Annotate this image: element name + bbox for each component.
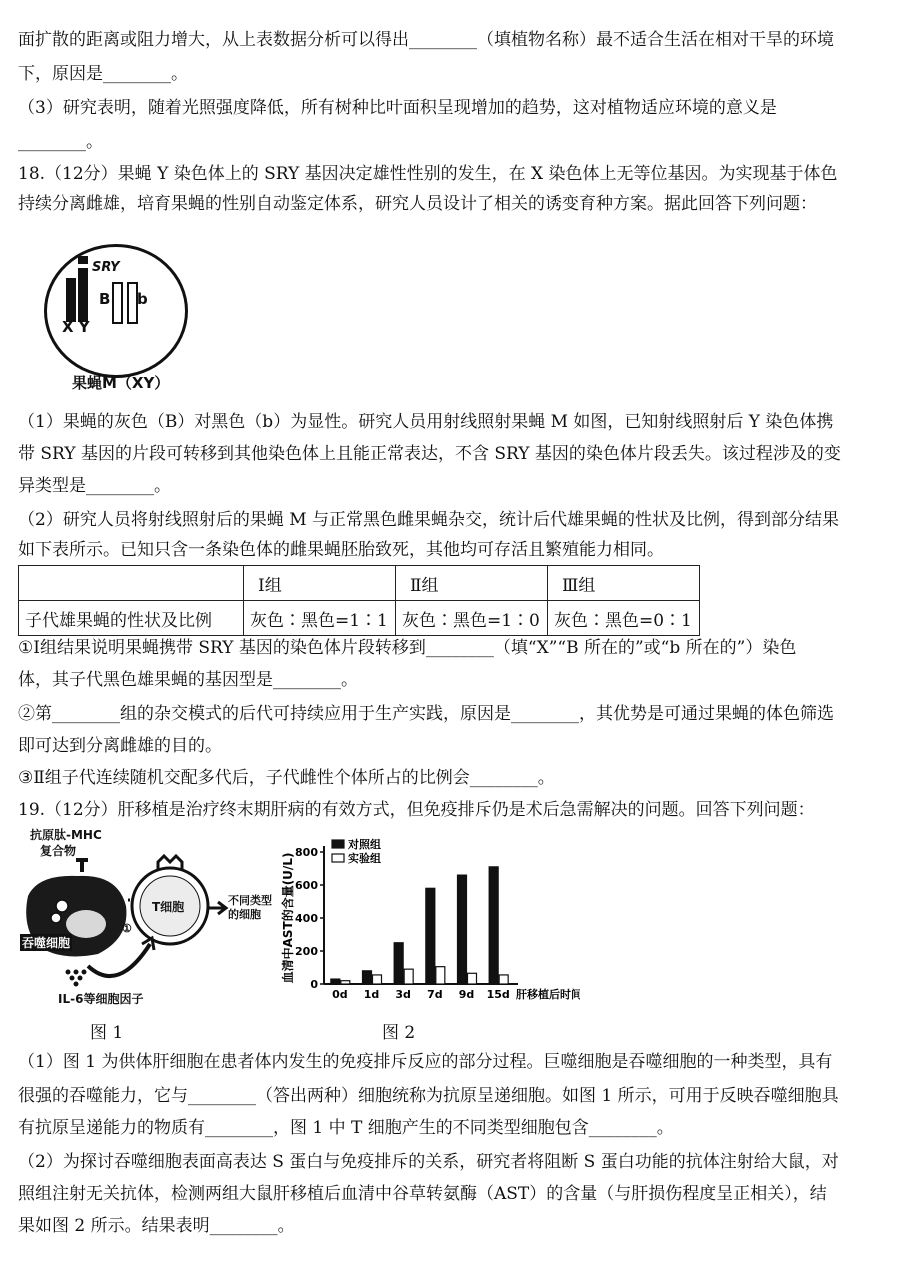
- table-cell: 灰色∶黑色=1∶0: [396, 601, 548, 636]
- figure-1: [18, 826, 280, 1016]
- bar-control: [331, 979, 340, 984]
- bar-control: [458, 875, 467, 984]
- x-tick-label: 15d: [486, 988, 510, 1001]
- b-lower-label: b: [137, 290, 148, 308]
- bar-control: [363, 971, 372, 984]
- bar-experimental: [499, 975, 508, 984]
- results-table: [18, 565, 700, 636]
- text-line: （2）为探讨吞噬细胞表面高表达 S 蛋白与免疫排斥的关系，研究者将阻断 S 蛋白功能的抗体注射给大鼠，对: [18, 1152, 839, 1172]
- x-axis-label: 肝移植后时间: [516, 988, 580, 1001]
- macrophage-label: 吞噬细胞: [22, 936, 71, 950]
- mhc-receptor: [76, 860, 88, 872]
- complex-label: 复合物: [40, 844, 77, 858]
- x-chromosome: [66, 278, 76, 322]
- bar-control: [489, 867, 498, 984]
- b-chromosome-1: [112, 282, 123, 324]
- text-line: （2）研究人员将射线照射后的果蝇 M 与正常黑色雌果蝇杂交，统计后代雄果蝇的性状及比例，得到部分结果: [18, 510, 840, 530]
- vesicle: [56, 900, 68, 912]
- vesicle: [51, 913, 61, 923]
- diff-cells-label-1: 不同类型: [228, 894, 272, 907]
- mhc-label: 抗原肽-MHC: [30, 828, 102, 842]
- bar-chart: [280, 834, 580, 1016]
- text-line: 有抗原呈递能力的物质有________，图 1 中 T 细胞产生的不同类型细胞包含________。: [18, 1118, 674, 1138]
- bar-experimental: [404, 969, 413, 984]
- legend-swatch: [332, 854, 344, 862]
- x-tick-label: 9d: [458, 988, 475, 1001]
- text-line: 下，原因是________。: [18, 64, 188, 84]
- legend-swatch: [332, 840, 344, 848]
- text-line: 即可达到分离雌雄的目的。: [18, 736, 222, 756]
- legend-label: 对照组: [348, 838, 381, 851]
- text-line: ________。: [18, 132, 103, 152]
- t-cell-label: T细胞: [152, 900, 185, 914]
- cytokine-label: IL-6等细胞因子: [58, 992, 144, 1006]
- text-line: （1）图 1 为供体肝细胞在患者体内发生的免疫排斥反应的部分过程。巨噬细胞是吞噬细胞的一种类型，具有: [18, 1052, 833, 1072]
- text-line: 体，其子代黑色雄果蝇的基因型是________。: [18, 670, 358, 690]
- table-header-cell: Ⅰ组: [244, 566, 396, 601]
- x-tick-label: 3d: [395, 988, 411, 1001]
- text-line: （3）研究表明，随着光照强度降低，所有树种比叶面积呈现增加的趋势，这对植物适应环境的意义是: [18, 98, 777, 118]
- table-header-row: [19, 566, 700, 601]
- text-line: 果如图 2 所示。结果表明________。: [18, 1216, 295, 1236]
- step-number: ①: [122, 922, 132, 935]
- text-line: ③Ⅱ组子代连续随机交配多代后，子代雌性个体所占的比例会________。: [18, 768, 555, 788]
- text-line: （1）果蝇的灰色（B）对黑色（b）为显性。研究人员用射线照射果蝇 M 如图，已知射线照射后 Y 染色体携: [18, 412, 834, 432]
- y-chromosome: [78, 268, 88, 322]
- x-tick-label: 7d: [427, 988, 443, 1001]
- table-header-cell: Ⅲ组: [548, 566, 700, 601]
- x-tick-label: 1d: [363, 988, 380, 1001]
- text-line: ①Ⅰ组结果说明果蝇携带 SRY 基因的染色体片段转移到________（填“X”“B 所在的”或“b 所在的”）染色: [18, 638, 797, 658]
- xy-label: X Y: [62, 318, 90, 336]
- sry-segment: [78, 256, 88, 264]
- figure-2-caption: 图 2: [382, 1023, 416, 1043]
- bar-control: [426, 888, 435, 984]
- bar-experimental: [436, 967, 445, 984]
- text-line: 持续分离雌雄，培育果蝇的性别自动鉴定体系，研究人员设计了相关的诱变育种方案。据此回答下列问题：: [18, 194, 817, 214]
- table-header-cell: [19, 566, 244, 601]
- text-line: 面扩散的距离或阻力增大，从上表数据分析可以得出________（填植物名称）最不适合生活在相对干旱的环境: [18, 30, 834, 50]
- y-tick-label: 600: [295, 879, 318, 892]
- text-line: 如下表所示。已知只含一条染色体的雌果蝇胚胎致死，其他均可存活且繁殖能力相同。: [18, 540, 664, 560]
- y-tick-label: 400: [295, 912, 318, 925]
- cell-figure: [16, 232, 196, 400]
- y-tick-label: 0: [310, 978, 318, 991]
- text-line: ②第________组的杂交模式的后代可持续应用于生产实践，原因是________，其优势是可通过果蝇的体色筛选: [18, 704, 834, 724]
- bar-experimental: [468, 973, 477, 984]
- text-line: 异类型是________。: [18, 476, 171, 496]
- bar-experimental: [341, 981, 350, 984]
- text-line: 照组注射无关抗体，检测两组大鼠肝移植后血清中谷草转氨酶（AST）的含量（与肝损伤程度呈正相关），结: [18, 1184, 827, 1204]
- b-upper-label: B: [99, 290, 111, 308]
- question-18-title: 18.（12分）果蝇 Y 染色体上的 SRY 基因决定雄性性别的发生，在 X 染色体上无等位基因。为实现基于体色: [18, 164, 838, 184]
- text-line: 很强的吞噬能力，它与________（答出两种）细胞统称为抗原呈递细胞。如图 1 所示，可用于反映吞噬细胞具: [18, 1086, 839, 1106]
- legend-label: 实验组: [348, 852, 381, 865]
- text-line: 带 SRY 基因的片段可转移到其他染色体上且能正常表达，不含 SRY 基因的染色体片段丢失。该过程涉及的变: [18, 444, 841, 464]
- y-axis-label: 血清中AST的含量(U/L): [281, 852, 295, 984]
- diff-cells-label-2: 的细胞: [228, 908, 261, 921]
- x-tick-label: 0d: [332, 988, 348, 1001]
- cell-caption: 果蝇M（XY）: [72, 374, 170, 392]
- y-tick-label: 200: [295, 945, 318, 958]
- bar-control: [394, 943, 403, 984]
- table-row: [19, 601, 700, 636]
- figure-2-chart: [280, 834, 580, 1016]
- table-cell: 灰色∶黑色=1∶1: [244, 601, 396, 636]
- bar-experimental: [373, 975, 382, 984]
- sry-label: SRY: [92, 260, 120, 275]
- y-tick-label: 800: [295, 846, 318, 859]
- table-header-cell: Ⅱ组: [396, 566, 548, 601]
- table-cell: 灰色∶黑色=0∶1: [548, 601, 700, 636]
- table-row-label: 子代雄果蝇的性状及比例: [19, 601, 244, 636]
- figure-1-caption: 图 1: [90, 1023, 124, 1043]
- question-19-title: 19.（12分）肝移植是治疗终末期肝病的有效方式，但免疫排斥仍是术后急需解决的问题。回答下列问题：: [18, 800, 815, 820]
